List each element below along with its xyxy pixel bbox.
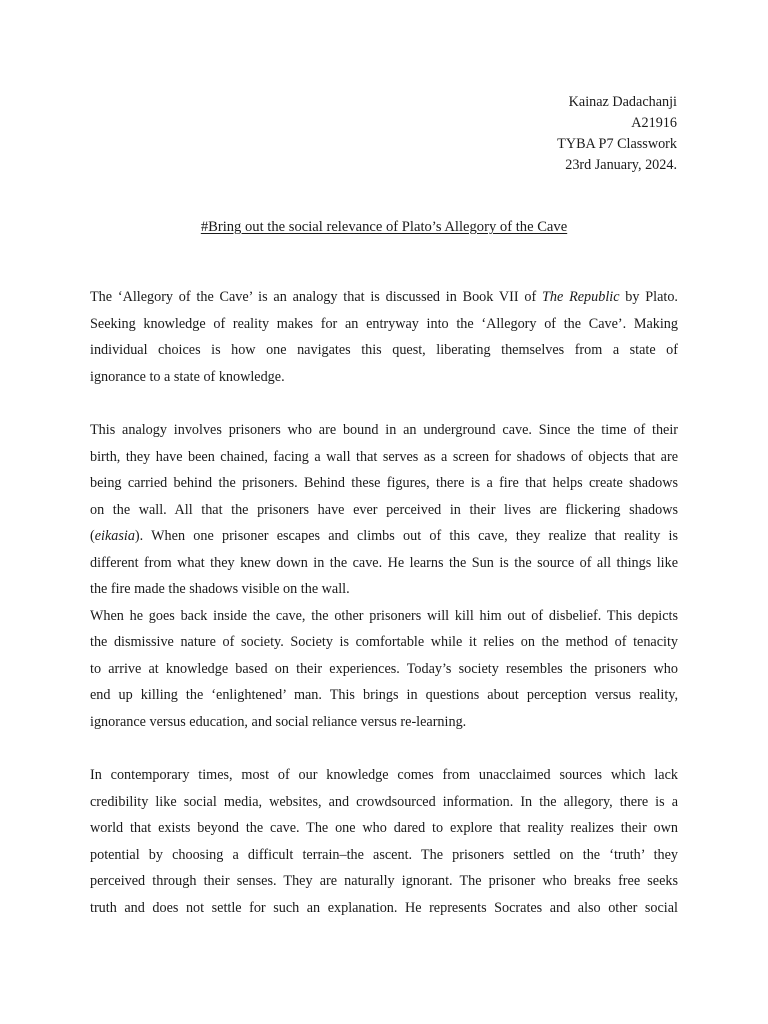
paragraph-line: credibility like social media, websites, and crowdsourced information. In the allegory, there is a: [90, 793, 678, 810]
paragraph-line: Seeking knowledge of reality makes for an entryway into the ‘Allegory of the Cave’. Making: [90, 315, 678, 332]
document-date: 23rd January, 2024.: [565, 157, 677, 173]
paragraph-line: different from what they knew down in the cave. He learns the Sun is the source of all things like: [90, 554, 678, 571]
paragraph-line: world that exists beyond the cave. The one who dared to explore that reality realizes their own: [90, 820, 678, 836]
paragraph-2: [90, 417, 678, 603]
paragraph-line: This analogy involves prisoners who are bound in an underground cave. Since the time of their: [90, 422, 678, 438]
essay-title: #Bring out the social relevance of Plato’s Allegory of the Cave: [200, 219, 568, 235]
paragraph-4: [90, 762, 678, 921]
paragraph-3: [90, 603, 678, 736]
paragraph-line: end up killing the ‘enlightened’ man. This brings in questions about perception versus reality,: [90, 687, 678, 703]
author-name: Kainaz Dadachanji: [568, 94, 677, 110]
paragraph-line: individual choices is how one navigates this quest, liberating themselves from a state of: [90, 342, 678, 358]
author-block: [557, 92, 677, 176]
paragraph-line: (eikasia). When one prisoner escapes and climbs out of this cave, they realize that reality is: [90, 528, 678, 544]
paragraph-line: ignorance to a state of knowledge.: [90, 368, 285, 385]
course-label: TYBA P7 Classwork: [557, 136, 677, 152]
paragraph-line: birth, they have been chained, facing a wall that serves as a screen for shadows of objects that are: [90, 448, 678, 465]
paragraph-line: potential by choosing a difficult terrain–the ascent. The prisoners settled on the ‘truth’ they: [90, 846, 678, 863]
paragraph-line: ignorance versus education, and social reliance versus re-learning.: [90, 713, 467, 730]
paragraph-line: The ‘Allegory of the Cave’ is an analogy that is discussed in Book VII of The Republic by Plato.: [90, 289, 678, 305]
paragraph-line: on the wall. All that the prisoners have ever perceived in their lives are flickering shadows: [90, 501, 678, 518]
paragraph-1: [90, 284, 678, 390]
essay-body: [90, 284, 678, 921]
student-id: A21916: [631, 115, 677, 131]
paragraph-line: In contemporary times, most of our knowledge comes from unacclaimed sources which lack: [90, 767, 678, 783]
paragraph-line: the dismissive nature of society. Society is comfortable while it relies on the method of tenacity: [90, 634, 678, 650]
paragraph-line: being carried behind the prisoners. Behind these figures, there is a fire that helps create shadows: [90, 475, 678, 491]
paragraph-line: perceived through their senses. They are naturally ignorant. The prisoner who breaks free seeks: [90, 873, 678, 889]
paragraph-line: truth and does not settle for such an explanation. He represents Socrates and also other social: [90, 899, 678, 916]
paragraph-line: When he goes back inside the cave, the other prisoners will kill him out of disbelief. This depicts: [90, 607, 678, 624]
paragraph-line: the fire made the shadows visible on the wall.: [90, 581, 350, 597]
paragraph-line: to arrive at knowledge based on their experiences. Today’s society resembles the prisoners who: [90, 660, 678, 677]
